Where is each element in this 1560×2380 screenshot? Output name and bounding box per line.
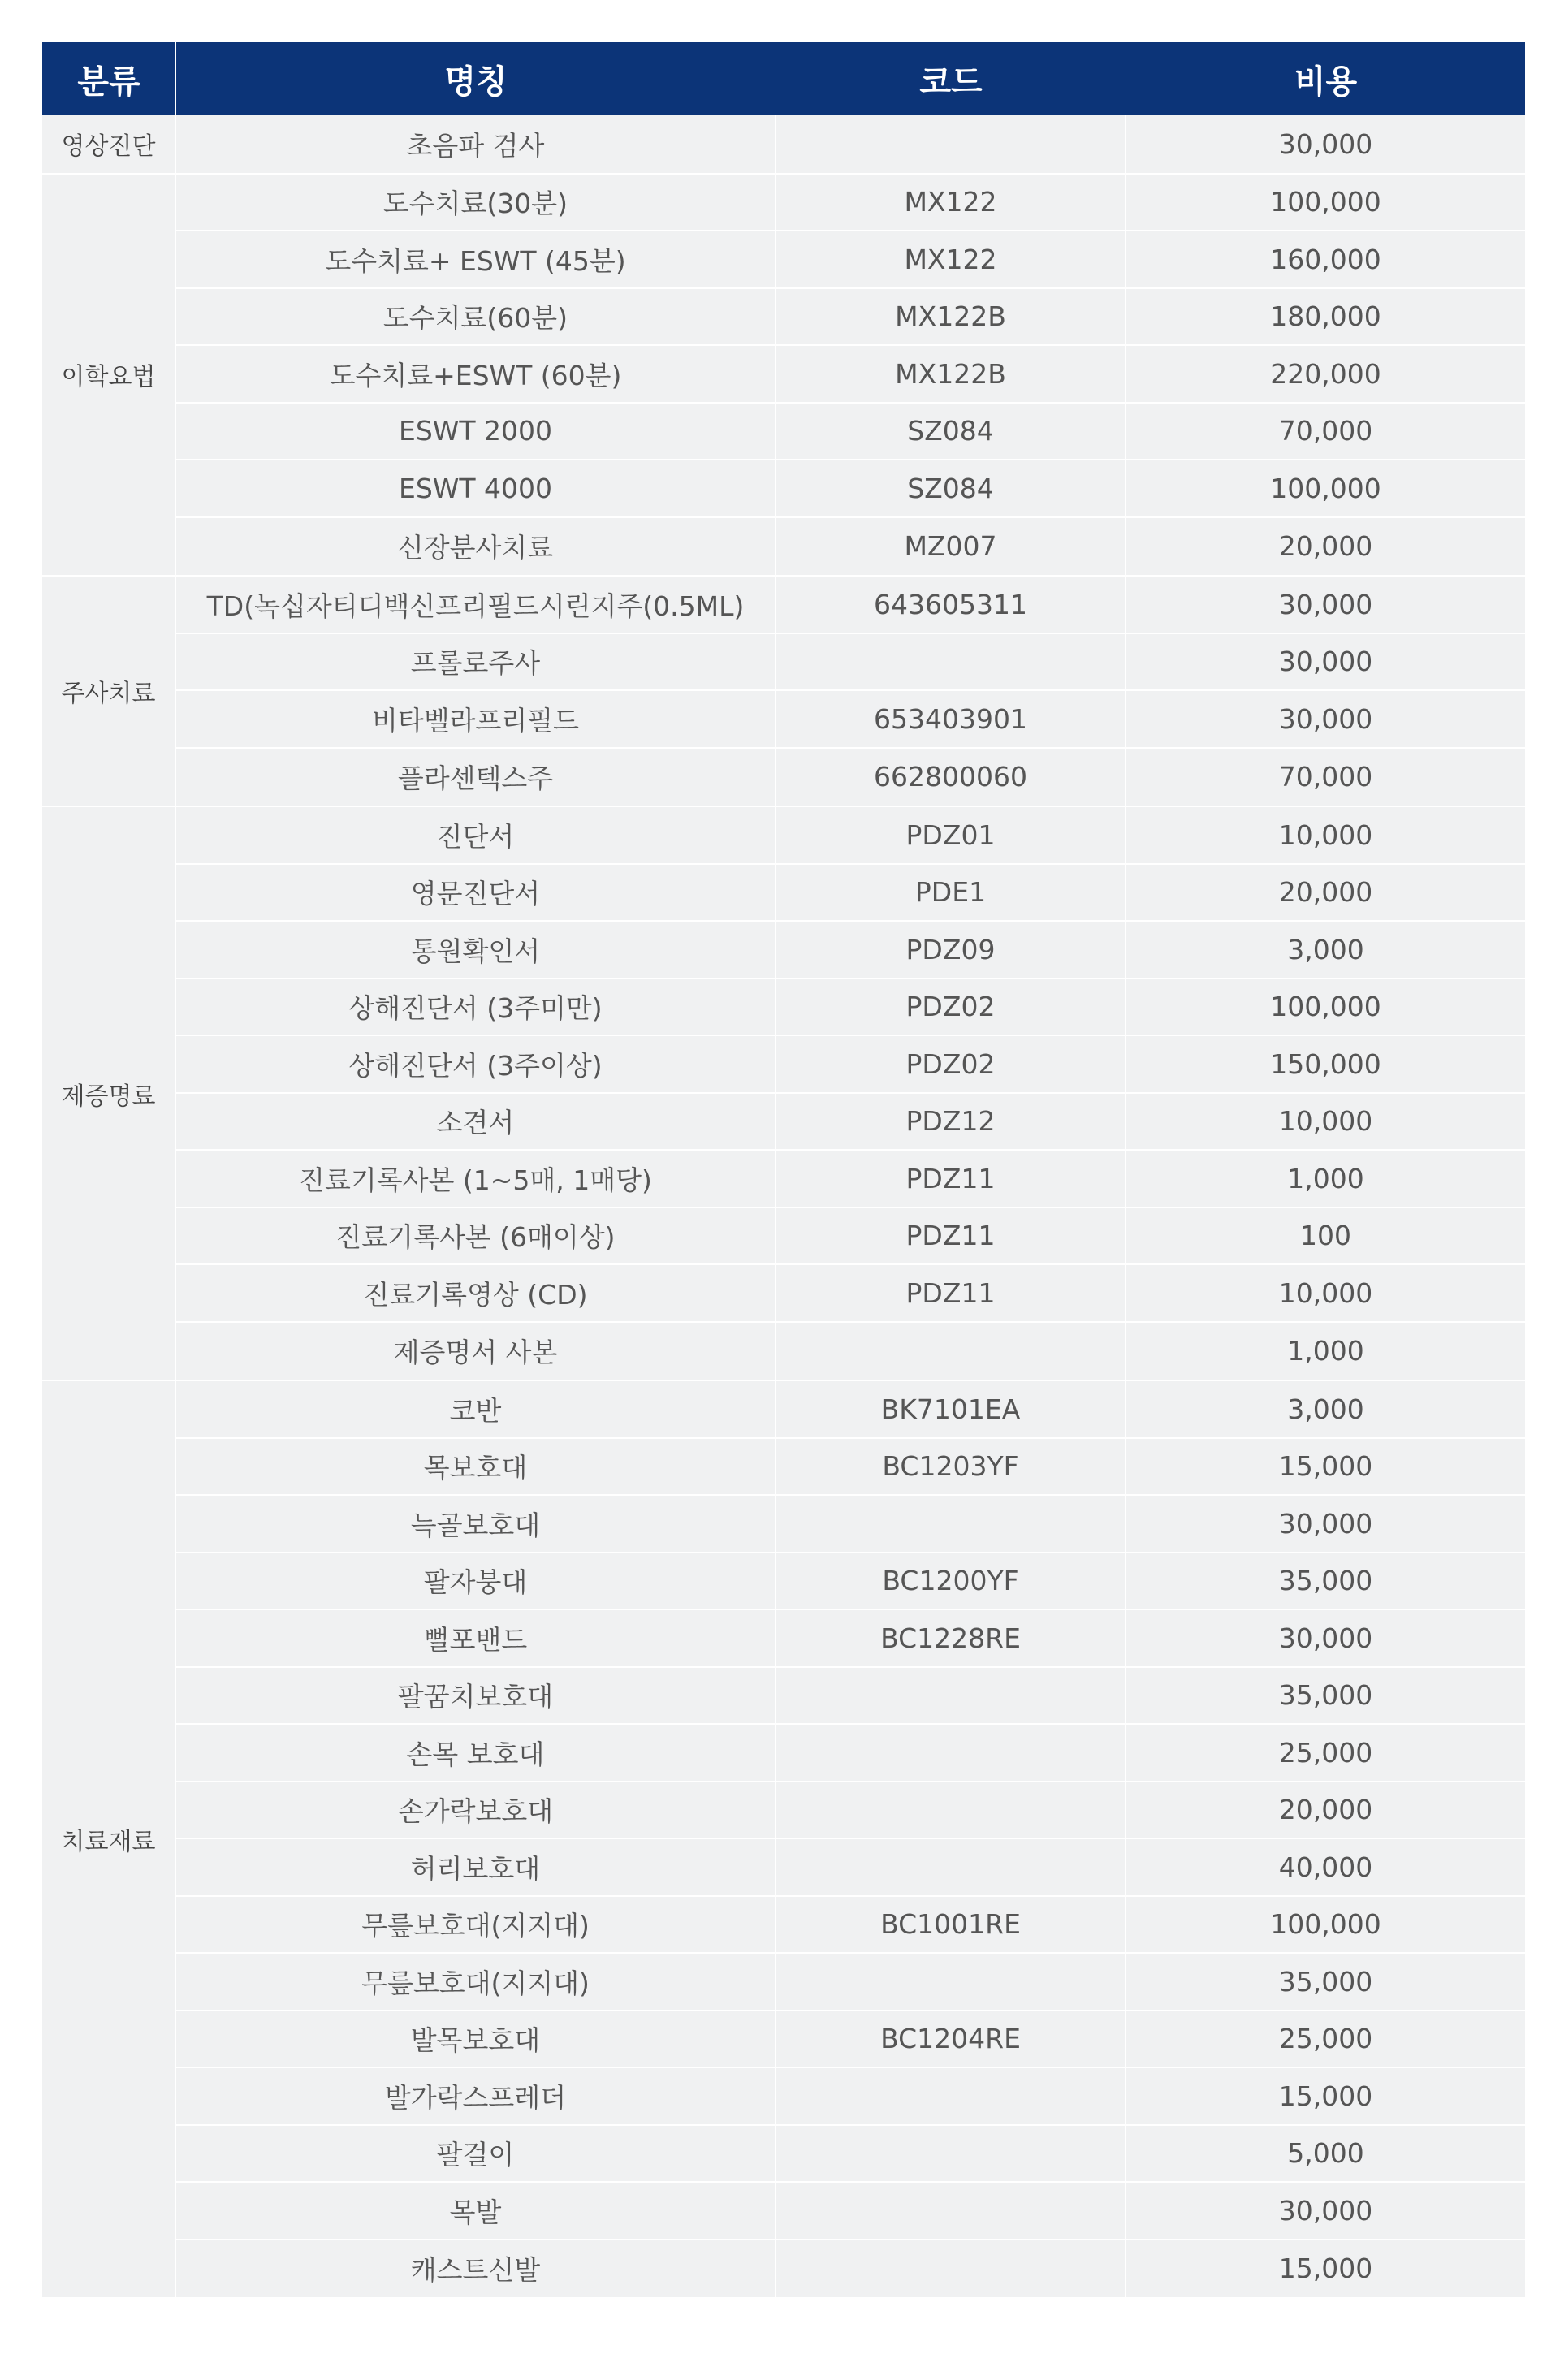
item-cost-cell: 30,000 [1278,127,1373,160]
item-name-cell: 도수치료+ESWT (60분) [176,346,776,402]
table-row [176,1036,1525,1094]
table-row [176,577,1525,634]
item-cost-cell: 10,000 [1278,819,1373,851]
table-row [176,1381,1525,1439]
table-row [176,1553,1525,1611]
table-row [176,1610,1525,1668]
category-group [42,577,1525,807]
category-cell: 이학요법 [42,175,176,576]
table-row [176,460,1525,518]
item-name-cell: 상해진단서 (3주미만) [176,979,776,1035]
category-group [42,807,1525,1381]
item-code-cell: MX122B [776,346,1126,402]
item-name-cell: 무릎보호대(지지대) [176,1897,776,1953]
table-row [176,807,1525,865]
item-cost-cell: 30,000 [1278,1507,1373,1540]
item-name-cell: 신장분사치료 [176,518,776,576]
item-name-cell: 허리보호대 [176,1839,776,1895]
item-code-cell: SZ084 [776,460,1126,516]
table-row [176,175,1525,232]
table-row [176,1725,1525,1782]
item-cost-cell: 40,000 [1278,1851,1373,1883]
item-name-cell: 무릎보호대(지지대) [176,1954,776,2010]
item-name-cell: TD(녹십자티디백신프리필드시린지주(0.5ML) [176,577,776,633]
table-row [176,1954,1525,2011]
item-code-cell [776,2240,1126,2298]
item-code-cell [776,1839,1126,1895]
item-cost-cell: 25,000 [1278,2023,1373,2055]
item-cost-cell: 10,000 [1278,1105,1373,1138]
item-code-cell [776,2183,1126,2239]
item-name-cell: 진료기록사본 (1~5매, 1매당) [176,1151,776,1207]
table-row [176,865,1525,922]
table-row [176,922,1525,979]
item-name-cell: 진료기록영상 (CD) [176,1265,776,1321]
item-name-cell: 프롤로주사 [176,634,776,690]
item-name-cell: 발목보호대 [176,2011,776,2067]
item-cost-cell: 20,000 [1278,1794,1373,1826]
item-name-cell: 제증명서 사본 [176,1323,776,1380]
table-row [176,691,1525,749]
item-cost-cell: 30,000 [1278,2194,1373,2227]
table-row [176,404,1525,461]
item-code-cell: PDZ02 [776,979,1126,1035]
item-code-cell: PDZ02 [776,1036,1126,1092]
item-code-cell: PDZ11 [776,1151,1126,1207]
table-row [176,1323,1525,1380]
table-row [176,749,1525,806]
table-row [176,2011,1525,2069]
item-code-cell [776,2068,1126,2124]
item-name-cell: 뻘포밴드 [176,1610,776,1666]
item-cost-cell: 30,000 [1278,588,1373,620]
category-cell: 주사치료 [42,577,176,806]
item-name-cell: 영문진단서 [176,865,776,921]
table-row [176,634,1525,692]
item-cost-cell: 5,000 [1287,2137,1364,2170]
item-cost-cell: 20,000 [1278,530,1373,563]
item-name-cell: 발가락스프레더 [176,2068,776,2124]
item-cost-cell: 1,000 [1287,1335,1364,1367]
item-code-cell: MX122B [776,289,1126,345]
item-code-cell: MZ007 [776,518,1126,576]
item-cost-cell: 100,000 [1270,472,1381,504]
fee-table [42,42,1525,2299]
item-cost-cell: 3,000 [1287,1393,1364,1425]
item-code-cell [776,1725,1126,1781]
item-code-cell: 643605311 [776,577,1126,633]
table-row [176,231,1525,289]
item-name-cell: 코반 [176,1381,776,1437]
item-code-cell: PDZ12 [776,1094,1126,1150]
category-group [42,175,1525,577]
item-cost-cell: 70,000 [1278,761,1373,793]
item-code-cell: 662800060 [776,749,1126,806]
item-cost-cell: 15,000 [1278,2253,1373,2285]
table-row [176,1668,1525,1726]
item-code-cell [776,1782,1126,1838]
item-code-cell: PDZ11 [776,1208,1126,1264]
item-code-cell: MX122 [776,175,1126,231]
category-cell: 영상진단 [42,115,176,173]
table-row [176,1208,1525,1266]
item-code-cell: BC1200YF [776,1553,1126,1609]
table-row [176,979,1525,1037]
item-code-cell [776,1323,1126,1380]
item-name-cell: 목발 [176,2183,776,2239]
table-row [176,1897,1525,1955]
item-cost-cell: 3,000 [1287,933,1364,965]
table-row [176,1496,1525,1553]
item-cost-cell: 70,000 [1278,415,1373,447]
table-row [176,2068,1525,2126]
item-code-cell: PDE1 [776,865,1126,921]
item-name-cell: 캐스트신발 [176,2240,776,2298]
item-code-cell [776,2126,1126,2182]
item-code-cell [776,1954,1126,2010]
item-cost-cell: 1,000 [1287,1162,1364,1194]
item-cost-cell: 30,000 [1278,702,1373,735]
item-cost-cell: 35,000 [1278,1679,1373,1712]
table-row [176,2183,1525,2240]
item-cost-cell: 100 [1300,1220,1351,1252]
item-name-cell: 손가락보호대 [176,1782,776,1838]
item-code-cell: PDZ09 [776,922,1126,978]
table-row [176,1439,1525,1497]
item-cost-cell: 25,000 [1278,1736,1373,1769]
item-code-cell: BC1203YF [776,1439,1126,1495]
item-cost-cell: 30,000 [1278,1622,1373,1654]
item-name-cell: 플라센텍스주 [176,749,776,806]
table-row [176,1782,1525,1840]
item-name-cell: 소견서 [176,1094,776,1150]
table-row [176,1839,1525,1897]
item-name-cell: ESWT 2000 [176,404,776,460]
item-cost-cell: 150,000 [1270,1047,1381,1080]
table-row [176,518,1525,576]
table-row [176,289,1525,347]
item-cost-cell: 100,000 [1270,991,1381,1023]
item-name-cell: 상해진단서 (3주이상) [176,1036,776,1092]
item-code-cell: BC1204RE [776,2011,1126,2067]
table-row [176,1265,1525,1323]
item-code-cell [776,1668,1126,1724]
header-cost: 비용 [1294,63,1358,101]
item-cost-cell: 10,000 [1278,1276,1373,1309]
table-row [176,115,1525,173]
item-name-cell: 늑골보호대 [176,1496,776,1552]
item-cost-cell: 30,000 [1278,646,1373,678]
item-name-cell: 도수치료+ ESWT (45분) [176,231,776,287]
table-row [176,2126,1525,2183]
item-code-cell: BK7101EA [776,1381,1126,1437]
item-cost-cell: 180,000 [1270,300,1381,333]
item-cost-cell: 35,000 [1278,1965,1373,1998]
header-code: 코드 [776,42,1126,115]
item-code-cell: BC1001RE [776,1897,1126,1953]
category-group [42,1381,1525,2299]
item-name-cell: 통원확인서 [176,922,776,978]
item-name-cell: 팔자붕대 [176,1553,776,1609]
item-code-cell: PDZ01 [776,807,1126,863]
item-name-cell: 비타벨라프리필드 [176,691,776,747]
item-code-cell [776,115,1126,173]
item-name-cell: 초음파 검사 [176,115,776,173]
item-cost-cell: 220,000 [1270,357,1381,390]
item-name-cell: 진단서 [176,807,776,863]
table-row [176,346,1525,404]
item-cost-cell: 15,000 [1278,2080,1373,2112]
item-name-cell: 목보호대 [176,1439,776,1495]
table-row [176,1151,1525,1208]
item-code-cell: 653403901 [776,691,1126,747]
item-code-cell: BC1228RE [776,1610,1126,1666]
category-cell: 치료재료 [42,1381,176,2297]
item-cost-cell: 160,000 [1270,243,1381,275]
table-header [42,42,1525,115]
item-cost-cell: 15,000 [1278,1450,1373,1483]
item-code-cell: PDZ11 [776,1265,1126,1321]
header-name: 명칭 [176,42,776,115]
item-cost-cell: 20,000 [1278,876,1373,909]
item-code-cell: SZ084 [776,404,1126,460]
item-name-cell: 팔꿈치보호대 [176,1668,776,1724]
header-category: 분류 [42,42,176,115]
category-cell: 제증명료 [42,807,176,1380]
item-code-cell: MX122 [776,231,1126,287]
item-name-cell: 진료기록사본 (6매이상) [176,1208,776,1264]
item-name-cell: 도수치료(30분) [176,175,776,231]
item-cost-cell: 100,000 [1270,186,1381,218]
table-body [42,115,1525,2299]
item-code-cell [776,634,1126,690]
item-name-cell: ESWT 4000 [176,460,776,516]
item-cost-cell: 100,000 [1270,1908,1381,1941]
table-row [176,2240,1525,2298]
item-code-cell [776,1496,1126,1552]
item-cost-cell: 35,000 [1278,1565,1373,1597]
item-name-cell: 팔걸이 [176,2126,776,2182]
category-group [42,115,1525,175]
item-name-cell: 도수치료(60분) [176,289,776,345]
table-row [176,1094,1525,1151]
item-name-cell: 손목 보호대 [176,1725,776,1781]
